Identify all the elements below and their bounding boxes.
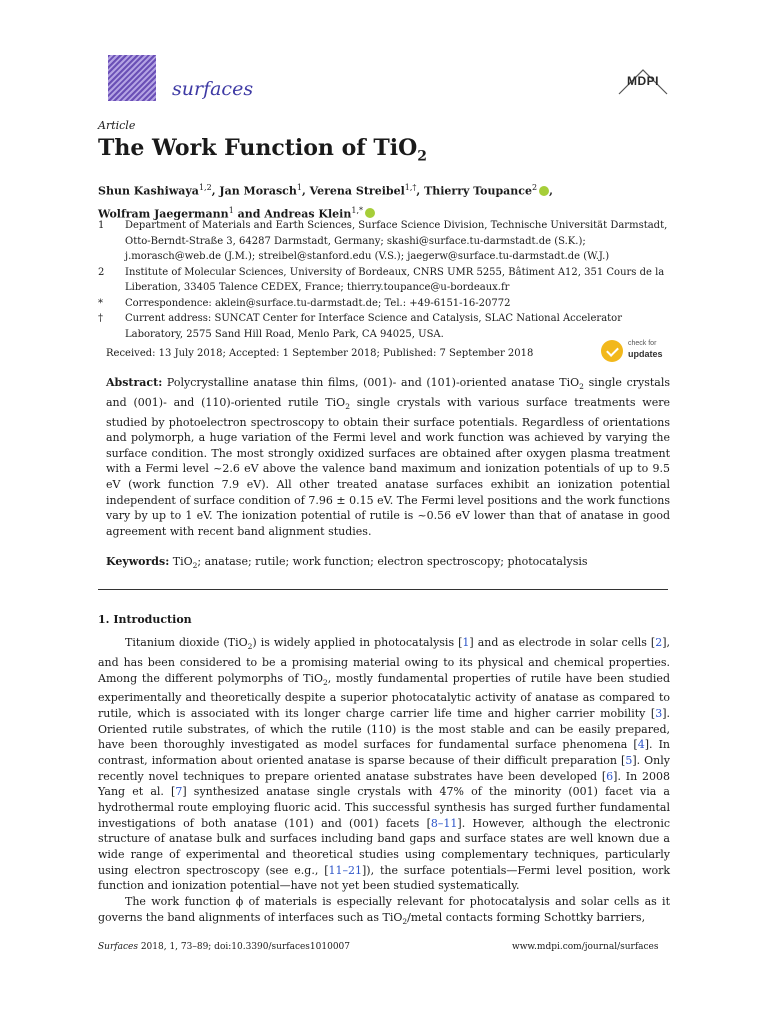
author-name: Shun Kashiwaya [98,184,199,198]
mdpi-logo[interactable] [615,68,671,96]
citation-link[interactable]: 5 [625,753,633,767]
abstract: Abstract: Polycrystalline anatase thin films, (001)- and (101)-oriented anatase TiO$_2$ single crystals and (001)- and (110)-oriented rutile TiO$_2$ single crystals with various surface treatments were studied by photoelectron spectroscopy to obtain their surface potentials. Regardless of orientations and polymorph, a huge variation of the Fermi level and work function was achieved by varying the surface condition. The most strongly oxidized surfaces are obtained after oxygen plasma treatment with a Fermi level ~2.6 eV above the valence band maximum and ionization potentials of up to 9.5 eV (work function 7.9 eV). All other treated anatase surfaces exhibit an ionization potential independent of surface condition of 7.96 ± 0.15 eV. The Fermi level positions and the work functions vary by up to 1 eV. The ionization potential of rutile is ~0.56 eV lower than that of anatase in good agreement with recent band alignment studies. [106,376,670,538]
footer-url[interactable]: www.mdpi.com/journal/surfaces [512,942,659,952]
author-list: Shun Kashiwaya$^{1,2}$, Jan Morasch$^1$, Verena Streibel$^{1,\dagger}$, Thierry Toupance$^2$ , Wolfram Jaegermann$^1$ and Andreas Klein$^{1,*}$ [98,183,553,221]
paragraph: The work function ϕ of materials is especially relevant for photocatalysis and solar cells as it governs the band alignments of interfaces such as TiO$_2$/metal contacts forming Schottky barriers, [98,894,670,926]
citation-link[interactable]: 6 [606,769,614,783]
check-for-updates-badge[interactable]: check for updates [601,337,671,365]
footer-citation: Surfaces 2018, 1, 73–89; doi:10.3390/surfaces1010007 [98,942,351,952]
author-name: Andreas Klein [264,207,352,221]
citation-link[interactable]: 11–21 [328,863,363,877]
section-heading: 1. Introduction [98,613,192,626]
affiliation-item: 2 Institute of Molecular Sciences, University of Bordeaux, CNRS UMR 5255, Bâtiment A12, 351 Cours de la Liberation, 33405 Talence CEDEX, France; thierry.toupance@u-bordeaux.fr [98,266,665,293]
paper-title: The Work Function of TiO$_2$ [98,135,428,165]
citation-link[interactable]: 1 [462,636,470,649]
citation-link[interactable]: 2 [655,636,663,649]
citation-link[interactable]: 3 [655,707,663,720]
publication-dates: Received: 13 July 2018; Accepted: 1 September 2018; Published: 7 September 2018 [106,348,534,359]
citation-link[interactable]: 8–11 [430,816,458,830]
affiliation-item: 1 Department of Materials and Earth Sciences, Surface Science Division, Technische Universität Darmstadt, Otto-Berndt-Straße 3, 64287 Darmstadt, Germany; skashi@surface.tu-darmstadt.de (S.K.); j.morasch@web.de (J.M.); streibel@stanford.edu (V.S.); jaegerw@surface.tu-darmstadt.de (W.J.) [98,220,668,262]
affiliation-item: † Current address: SUNCAT Center for Interface Science and Catalysis, SLAC National Accelerator Laboratory, 2575 Sand Hill Road, Menlo Park, CA 94025, USA. [98,313,622,340]
orcid-icon[interactable] [539,186,549,196]
paragraph: Titanium dioxide (TiO$_2$) is widely applied in photocatalysis [1] and as electrode in solar cells [2], and has been considered to be a promising material owing to its physical and chemical properties. Among the different polymorphs of TiO$_2$, mostly fundamental properties of rutile have been studied experimentally and theoretically despite a superior photocatalytic activity of anatase as compared to rutile, which is associated with its longer charge carrier life time and higher carrier mobility [3]. Oriented rutile substrates, of which the rutile (110) is the most stable and can be easily prepared, have been thoroughly investigated as model surfaces for fundamental surface phenomena [4]. In contrast, information about oriented anatase is sparse because of their difficult preparation [5]. Only recently novel techniques to prepare oriented anatase substrates have been developed [6]. In 2008 Yang et al. [7] synthesized anatase single crystals with 47% of the minority (001) facet via a hydrothermal route employing fluoric acid. This successful synthesis has surged further fundamental investigations of both anatase (101) and (001) facets [8–11]. However, although the electronic structure of anatase bulk and surfaces including band gaps and surface states are well known due a wide range of experimental and theoretical studies using complementary techniques, particularly using electron spectroscopy (see e.g., [11–21]), the surface potentials—Fermi level position, work function and ionization potential—have not yet been studied systematically. [98,636,670,893]
introduction-body [98,635,670,929]
author-name: Wolfram Jaegermann [98,207,229,221]
journal-logo-icon [108,55,156,101]
author-name: Jan Morasch [219,184,297,198]
check-updates-icon [601,340,623,362]
author-name: Verena Streibel [309,184,405,198]
affiliation-item: * Correspondence: aklein@surface.tu-darmstadt.de; Tel.: +49-6151-16-20772 [98,297,511,309]
keywords: Keywords: TiO$_2$; anatase; rutile; work function; electron spectroscopy; photocatalysis [106,555,588,571]
affiliations [98,218,678,342]
citation-link[interactable]: 7 [175,785,183,799]
article-type: Article [98,119,136,132]
author-name: Thierry Toupance [424,184,533,198]
journal-name: surfaces [172,78,254,100]
divider [98,589,668,590]
citation-link[interactable]: 4 [637,738,645,752]
orcid-icon[interactable] [365,208,375,218]
mdpi-logo-text: MDPI [627,74,659,88]
